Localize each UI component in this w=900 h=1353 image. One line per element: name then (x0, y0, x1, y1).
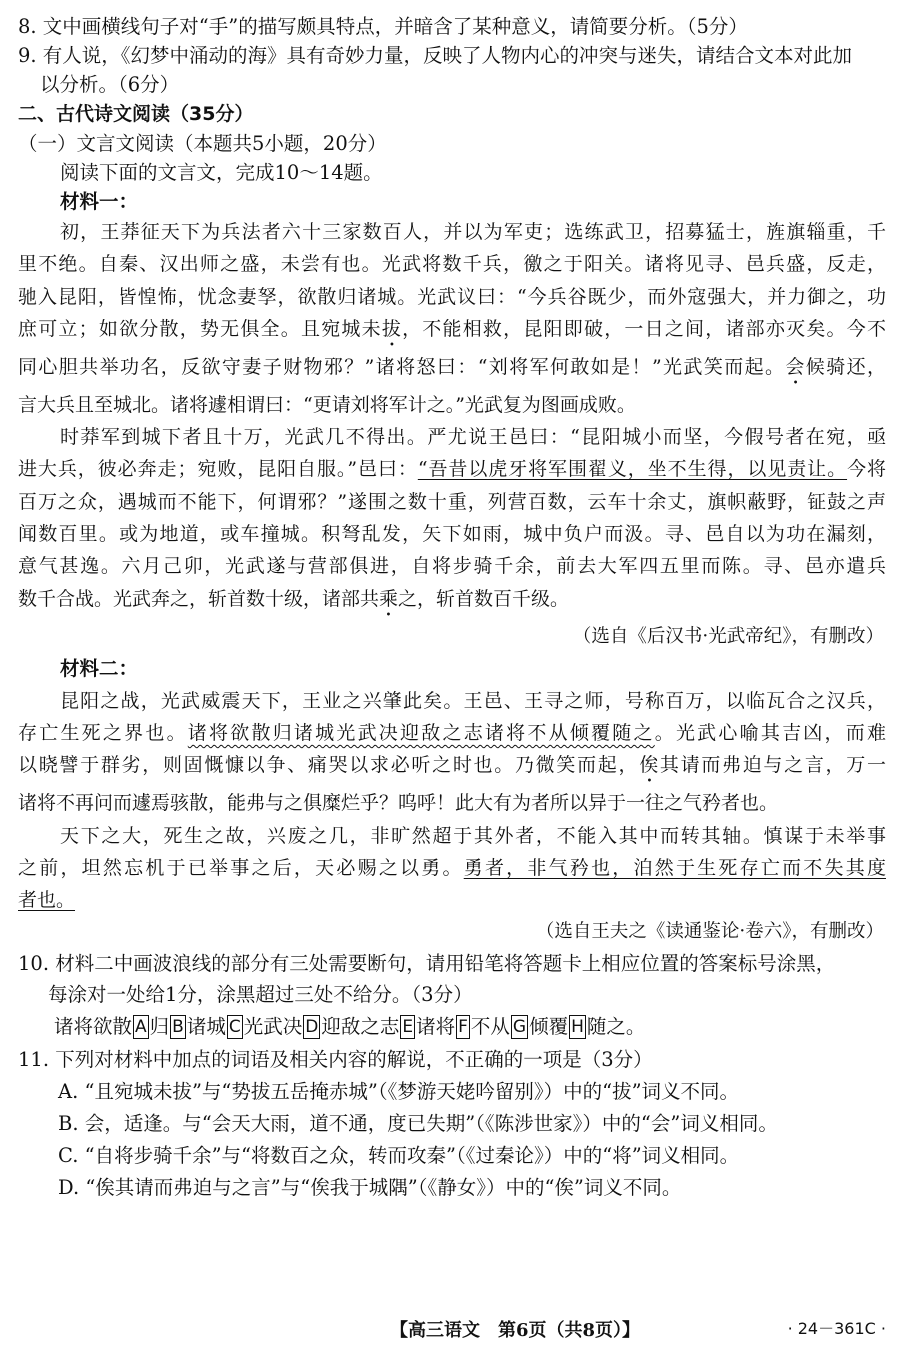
material-1-line: 时莽军到城下者且十万，光武几不得出。严尤说王邑曰：“昆阳城小而坚，今假号者在宛，亟 (60, 426, 886, 449)
dotted-word-ba: 拔 (381, 317, 403, 340)
material-1-line: 里不绝。自秦、汉出师之盛，未尝有也。光武将数千兵，徼之于阳关。诸将见寻、邑兵盛，反走， (18, 253, 886, 276)
material-2-text (18, 685, 886, 917)
underlined-sentence: 者也。 (18, 889, 76, 912)
footer-exam-code: · 24－361C · (787, 1319, 886, 1338)
underlined-sentence: 勇者，非气矜也，泊然于生死存亡而不失其度 (463, 856, 886, 879)
text-segment: 庶可立；如欲分散，势无俱全。且宛城未 (18, 317, 382, 340)
section-heading-classical: 二、古代诗文阅读（35分） (18, 103, 254, 125)
footer-page-info: 【高三语文 第6页（共8页）】 (390, 1320, 641, 1341)
material-1-text (18, 216, 886, 621)
choice-box-c[interactable]: C (228, 1017, 241, 1038)
question-9-line-2: 以分析。（6分） (40, 73, 180, 96)
text-segment: 以晓譬于群劣，则固慨慷以争、痛哭以求必听之时也。乃微笑而起， (18, 754, 640, 777)
material-2-line (18, 884, 886, 916)
text-segment: 随之。 (586, 1015, 646, 1039)
text-segment: 其请而弗迫与之言，万一 (659, 754, 886, 777)
wavy-underlined-sentence: 诸将欲散归诸城光武决迎敌之志诸将不从倾覆随之 (187, 721, 655, 744)
dotted-word-si: 俟 (639, 754, 660, 777)
question-11-option-c[interactable]: C. “自将步骑千余”与“将数百之众，转而攻秦”（《过秦论》）中的“将”词义相同。 (58, 1144, 740, 1168)
material-2-line: 诸将不再问而遽焉骇散，能弗与之俱糜烂乎？呜呼！此大有为者所以异于一往之气矜者也。 (18, 792, 779, 815)
material-1-line: 初，王莽征天下为兵法者六十三家数百人，并以为军吏；选练武卫，招募猛士，旌旗辎重，千 (60, 221, 886, 243)
material-1-line: 百万之众，遇城而不能下，何谓邪？”遂围之数十重，列营百数，云车十余丈，旗帜蔽野，钲鼓之声 (18, 490, 886, 513)
text-segment: 迎敌之志 (321, 1015, 400, 1039)
dotted-word-hui: 会 (785, 355, 806, 378)
subsection-heading-classical-prose: （一）文言文阅读（本题共5小题，20分） (18, 132, 387, 155)
material-1-line: 意气甚逸。六月己卯，光武遂与营部俱进，自将步骑千余，前去大军四五里而陈。寻、邑亦遣兵 (18, 555, 886, 578)
underlined-sentence: “吾昔以虎牙将军围翟义，坐不生得，以见责让。 (417, 458, 848, 481)
text-segment: 不从 (470, 1015, 510, 1039)
material-2-line (18, 852, 886, 884)
text-segment: 诸将 (416, 1015, 456, 1039)
choice-box-a[interactable]: A (135, 1017, 147, 1038)
question-10-sentence-choices (18, 1010, 886, 1044)
question-11-option-d[interactable]: D. “俟其请而弗迫与之言”与“俟我于城隅”（《静女》）中的“俟”词义不同。 (58, 1176, 682, 1200)
text-segment: 今将 (847, 458, 886, 481)
material-2-line (18, 717, 886, 749)
choice-box-b[interactable]: B (172, 1017, 184, 1038)
text-segment: 同心胆共举功名，反欲守妻子财物邪？”诸将怒曰：“刘将军何敢如是！”光武笑而起。 (18, 355, 786, 378)
text-segment: 之，斩首数百千级。 (398, 587, 570, 610)
choice-box-h[interactable]: H (571, 1017, 584, 1038)
material-1-line (18, 351, 886, 389)
text-segment: 之前，坦然忘机于已举事之后，天必赐之以勇。 (18, 856, 464, 879)
text-segment: 光武决 (243, 1015, 303, 1039)
text-segment: 诸将欲散 (54, 1015, 133, 1039)
text-segment: 数千合战。光武奔之，斩首数十级，诸部共 (18, 587, 380, 610)
material-1-line: 闻数百里。或为地道，或车撞城。积弩乱发，矢下如雨，城中负户而汲。寻、邑自以为功在漏刻， (18, 523, 886, 546)
question-11-option-b[interactable]: B. 会，适逢。与“会天大雨，道不通，度已失期”（《陈涉世家》）中的“会”词义相同。 (58, 1112, 778, 1136)
material-1-line (18, 313, 886, 351)
text-segment: ，不能相救，昆阳即破，一日之间，诸部亦灭矣。今不 (402, 317, 886, 340)
text-segment: 倾覆 (529, 1015, 569, 1039)
dotted-word-cheng: 乘 (379, 587, 399, 610)
choice-box-g[interactable]: G (512, 1017, 527, 1038)
material-2-line (18, 749, 886, 787)
material-2-title: 材料二： (60, 656, 139, 680)
choice-box-d[interactable]: D (305, 1017, 319, 1038)
question-11-option-a[interactable]: A. “且宛城未拔”与“势拔五岳掩赤城”（《梦游天姥吟留别》）中的“拔”词义不同。 (58, 1080, 740, 1104)
text-segment: 诸城 (186, 1015, 226, 1039)
reading-instruction: 阅读下面的文言文，完成10～14题。 (60, 161, 383, 184)
question-9-line-1: 9. 有人说，《幻梦中涌动的海》具有奇妙力量，反映了人物内心的冲突与迷失，请结合文本对此加 (18, 44, 853, 67)
question-10-line-2: 每涂对一处给1分，涂黑超过三处不给分。（3分） (48, 983, 473, 1007)
text-segment: 候骑还， (805, 355, 886, 378)
choice-box-e[interactable]: E (402, 1017, 414, 1038)
material-2-line: 天下之大，死生之故，兴废之几，非旷然超于其外者，不能入其中而转其轴。慎谋于未举事 (60, 824, 886, 847)
choice-box-f[interactable]: F (458, 1017, 468, 1038)
question-8: 8. 文中画横线句子对“手”的描写颇具特点，并暗含了某种意义，请简要分析。（5分） (18, 15, 748, 38)
text-segment: 归 (149, 1015, 170, 1039)
material-1-line (18, 453, 886, 485)
material-2-source: （选自王夫之《读通鉴论·卷六》，有删改） (535, 921, 884, 943)
material-1-line (18, 583, 886, 621)
question-11: 11. 下列对材料中加点的词语及相关内容的解说，不正确的一项是（3分） (18, 1048, 653, 1072)
text-segment: 存亡生死之界也。 (18, 721, 188, 744)
material-2-line: 昆阳之战，光武威震天下，王业之兴肇此矣。王邑、王寻之师，号称百万，以临瓦合之汉兵， (60, 689, 886, 712)
material-1-line: 驰入昆阳，皆惶怖，忧念妻孥，欲散归诸城。光武议曰：“今兵谷既少，而外寇强大，并力御之，功 (18, 285, 886, 308)
text-segment: 。光武心喻其吉凶，而难 (654, 721, 886, 744)
material-1-source: （选自《后汉书·光武帝纪》，有删改） (572, 625, 884, 647)
material-1-title: 材料一： (60, 190, 139, 213)
material-1-line: 言大兵且至城北。诸将遽相谓曰：“更请刘将军计之。”光武复为图画成败。 (18, 393, 636, 416)
text-segment: 进大兵，彼必奔走；宛败，昆阳自服。”邑曰： (18, 458, 418, 481)
question-10-line-1: 10. 材料二中画波浪线的部分有三处需要断句，请用铅笔将答题卡上相应位置的答案标号涂黑， (18, 952, 836, 976)
page-footer (0, 1316, 900, 1344)
